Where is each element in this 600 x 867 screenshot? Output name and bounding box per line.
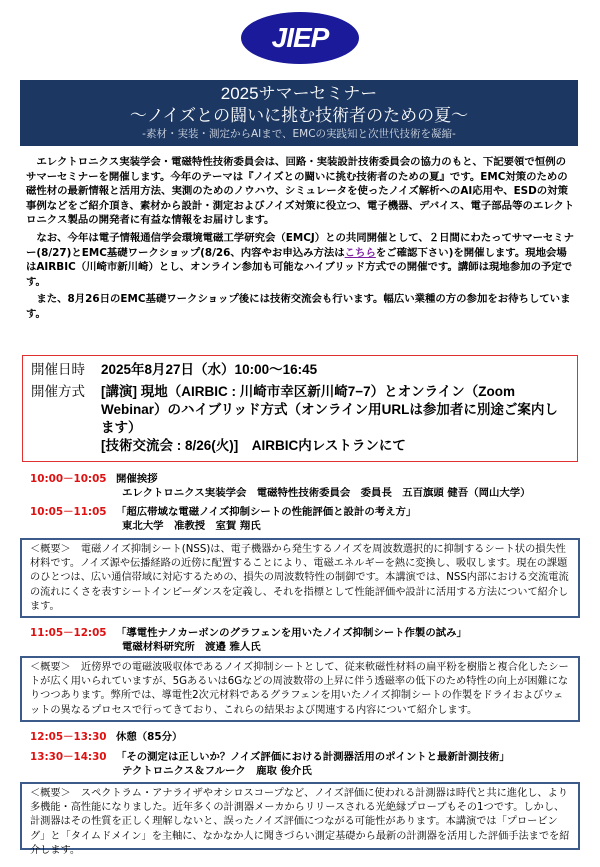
program-item-4 — [30, 730, 182, 744]
program-item-3 — [30, 626, 467, 654]
program-title: 「その測定は正しいか？ノイズ評価における計測器活用のポイントと最新計測技術」 — [116, 751, 510, 763]
logo-area — [0, 0, 600, 70]
date-label: 開催日時 — [31, 362, 85, 377]
intro-text — [26, 155, 576, 325]
event-info-box — [22, 355, 578, 462]
program-title: 「導電性ナノカーボンのグラフェンを用いたノイズ抑制シート作製の試み」 — [116, 627, 467, 639]
program-time: 13:30－14:30 — [30, 751, 107, 763]
title-banner — [20, 80, 578, 146]
method-row — [23, 383, 577, 437]
abstract-box-3: ＜概要＞ スペクトラム・アナライザやオシロスコープなど、ノイズ評価に使われる計測器は時代と共に進化し、より多機能・高性能になりました。近年多くの計測器メーカからリリースされる光絶縁プローブもその1つです。しかし、計測器はその性質を正しく理解しないと、誤ったノイズ評価につながる可能性があります。本講演では「プロービング」と「タイムドメイン」を主軸に、なかなか人に聞きづらい測定基礎から最新の計測器を活用した評価手法までを紹介します。 — [20, 782, 580, 850]
method-value: [講演] 現地（AIRBIC : 川崎市幸区新川崎7−7）とオンライン（Zoom Webinar）のハイブリッド方式（オンライン用URLは参加者に別途ご案内します） — [101, 384, 558, 435]
program-item-5 — [30, 750, 510, 778]
exchange-value: [技術交流会 : 8/26(火)] AIRBIC内レストランにて — [101, 438, 406, 453]
date-row — [23, 361, 577, 379]
program-item-1 — [30, 472, 531, 500]
program-speaker: 東北大学 准教授 室賀 翔氏 — [122, 520, 261, 532]
exchange-row — [23, 437, 577, 455]
intro-paragraph-1: エレクトロニクス実装学会・電磁特性技術委員会は、回路・実装設計技術委員会の協力のもと、下記要領で恒例のサマーセミナーを開催します。今年のテーマは『ノイズとの闘いに挑む技術者のための夏』です。EMC対策のための磁性材の最新情報と活用方法、実測のためのノウハウ、シミュレータを使ったノイズ解析へのAI応用や、ESDの対策事例などをご紹介頂き、素材から設計・測定およびノイズ対策に役立つ、電子機器、デバイス、電子部品等のエレクトロニクス製品の開発者に有益な情報をお届けします。 — [26, 156, 575, 227]
program-speaker: エレクトロニクス実装学会 電磁特性技術委員会 委員長 五百旗頭 健吾（岡山大学） — [122, 487, 531, 499]
program-title: 「超広帯域な電磁ノイズ抑制シートの性能評価と設計の考え方」 — [116, 506, 417, 518]
abstract-box-1: ＜概要＞ 電磁ノイズ抑制シート(NSS)は、電子機器から発生するノイズを周波数選択的に抑制するシート状の損失性材料です。ノイズ源や伝播経路の近傍に配置することにより、電磁エネルギーを熱に変換し、吸収します。現在の課題のひとつは、広い通信帯域に対応するための、損失の周波数特性の制御です。本講演では、NSS内部における交流電流の流れにくさを表すシートインピーダンスを定義し、それを指標として性能評価や設計に活用する方法について紹介します。 — [20, 538, 580, 618]
workshop-link[interactable]: こちら — [344, 246, 376, 259]
program-speaker: テクトロニクス＆フルーク 鹿取 俊介氏 — [122, 765, 312, 777]
logo-text: JIEP — [271, 22, 329, 53]
abstract-box-2: ＜概要＞ 近傍界での電磁波吸収体であるノイズ抑制シートとして、従来軟磁性材料の扁平粉を樹脂と複合化したシートが広く用いられていますが、5Gあるいは6Gなどの周波数帯の上昇に伴う透磁率の低下のため特性の向上が困難になりつつあります。弊所では、導電性2次元材料であるグラフェンを用いたノイズ抑制シートの作製をドライおよびウェットの異なるプロセスで行ってきており、これらの結果および関連する内容について紹介します。 — [20, 656, 580, 722]
method-label: 開催方式 — [31, 384, 85, 399]
program-time: 11:05－12:05 — [30, 627, 107, 639]
seminar-title: 2025サマーセミナー — [220, 84, 378, 103]
program-title: 開催挨拶 — [116, 473, 158, 485]
intro-paragraph-3: また、8月26日のEMC基礎ワークショップ後には技術交流会も行います。幅広い業種の方の参加をお待ちしています。 — [26, 293, 571, 320]
date-value: 2025年8月27日（水）10:00～16:45 — [101, 362, 318, 377]
program-time: 12:05－13:30 — [30, 731, 107, 743]
intro-paragraph-2 — [26, 231, 576, 289]
program-speaker: 電磁材料研究所 渡邉 雅人氏 — [122, 641, 261, 653]
program-time: 10:05－11:05 — [30, 506, 107, 518]
jiep-logo — [241, 12, 359, 64]
seminar-tagline: -素材・実装・測定からAIまで、EMCの実践知と次世代技術を凝縮- — [142, 128, 456, 140]
program-time: 10:00－10:05 — [30, 473, 107, 485]
intro-p2-before: なお、今年は電子情報通信学会環境電磁工学研究会（EMCJ）との共同開催として、２日間にわたってサマーセミナー(8/27)とEMC基礎ワークショップ(8/26、内容やお申込み方法は — [26, 231, 575, 259]
program-title: 休憩（85分） — [116, 731, 183, 743]
program-item-2 — [30, 505, 416, 533]
seminar-subtitle: ～ノイズとの闘いに挑む技術者のための夏～ — [129, 106, 469, 125]
intro-p2-after: をご確認下さい)を開催します。現地会場はAIRBIC（川崎市新川崎）とし、オンライン参加も可能なハイブリッド方式での開催です。講師は現地参加の予定です。 — [26, 246, 573, 288]
